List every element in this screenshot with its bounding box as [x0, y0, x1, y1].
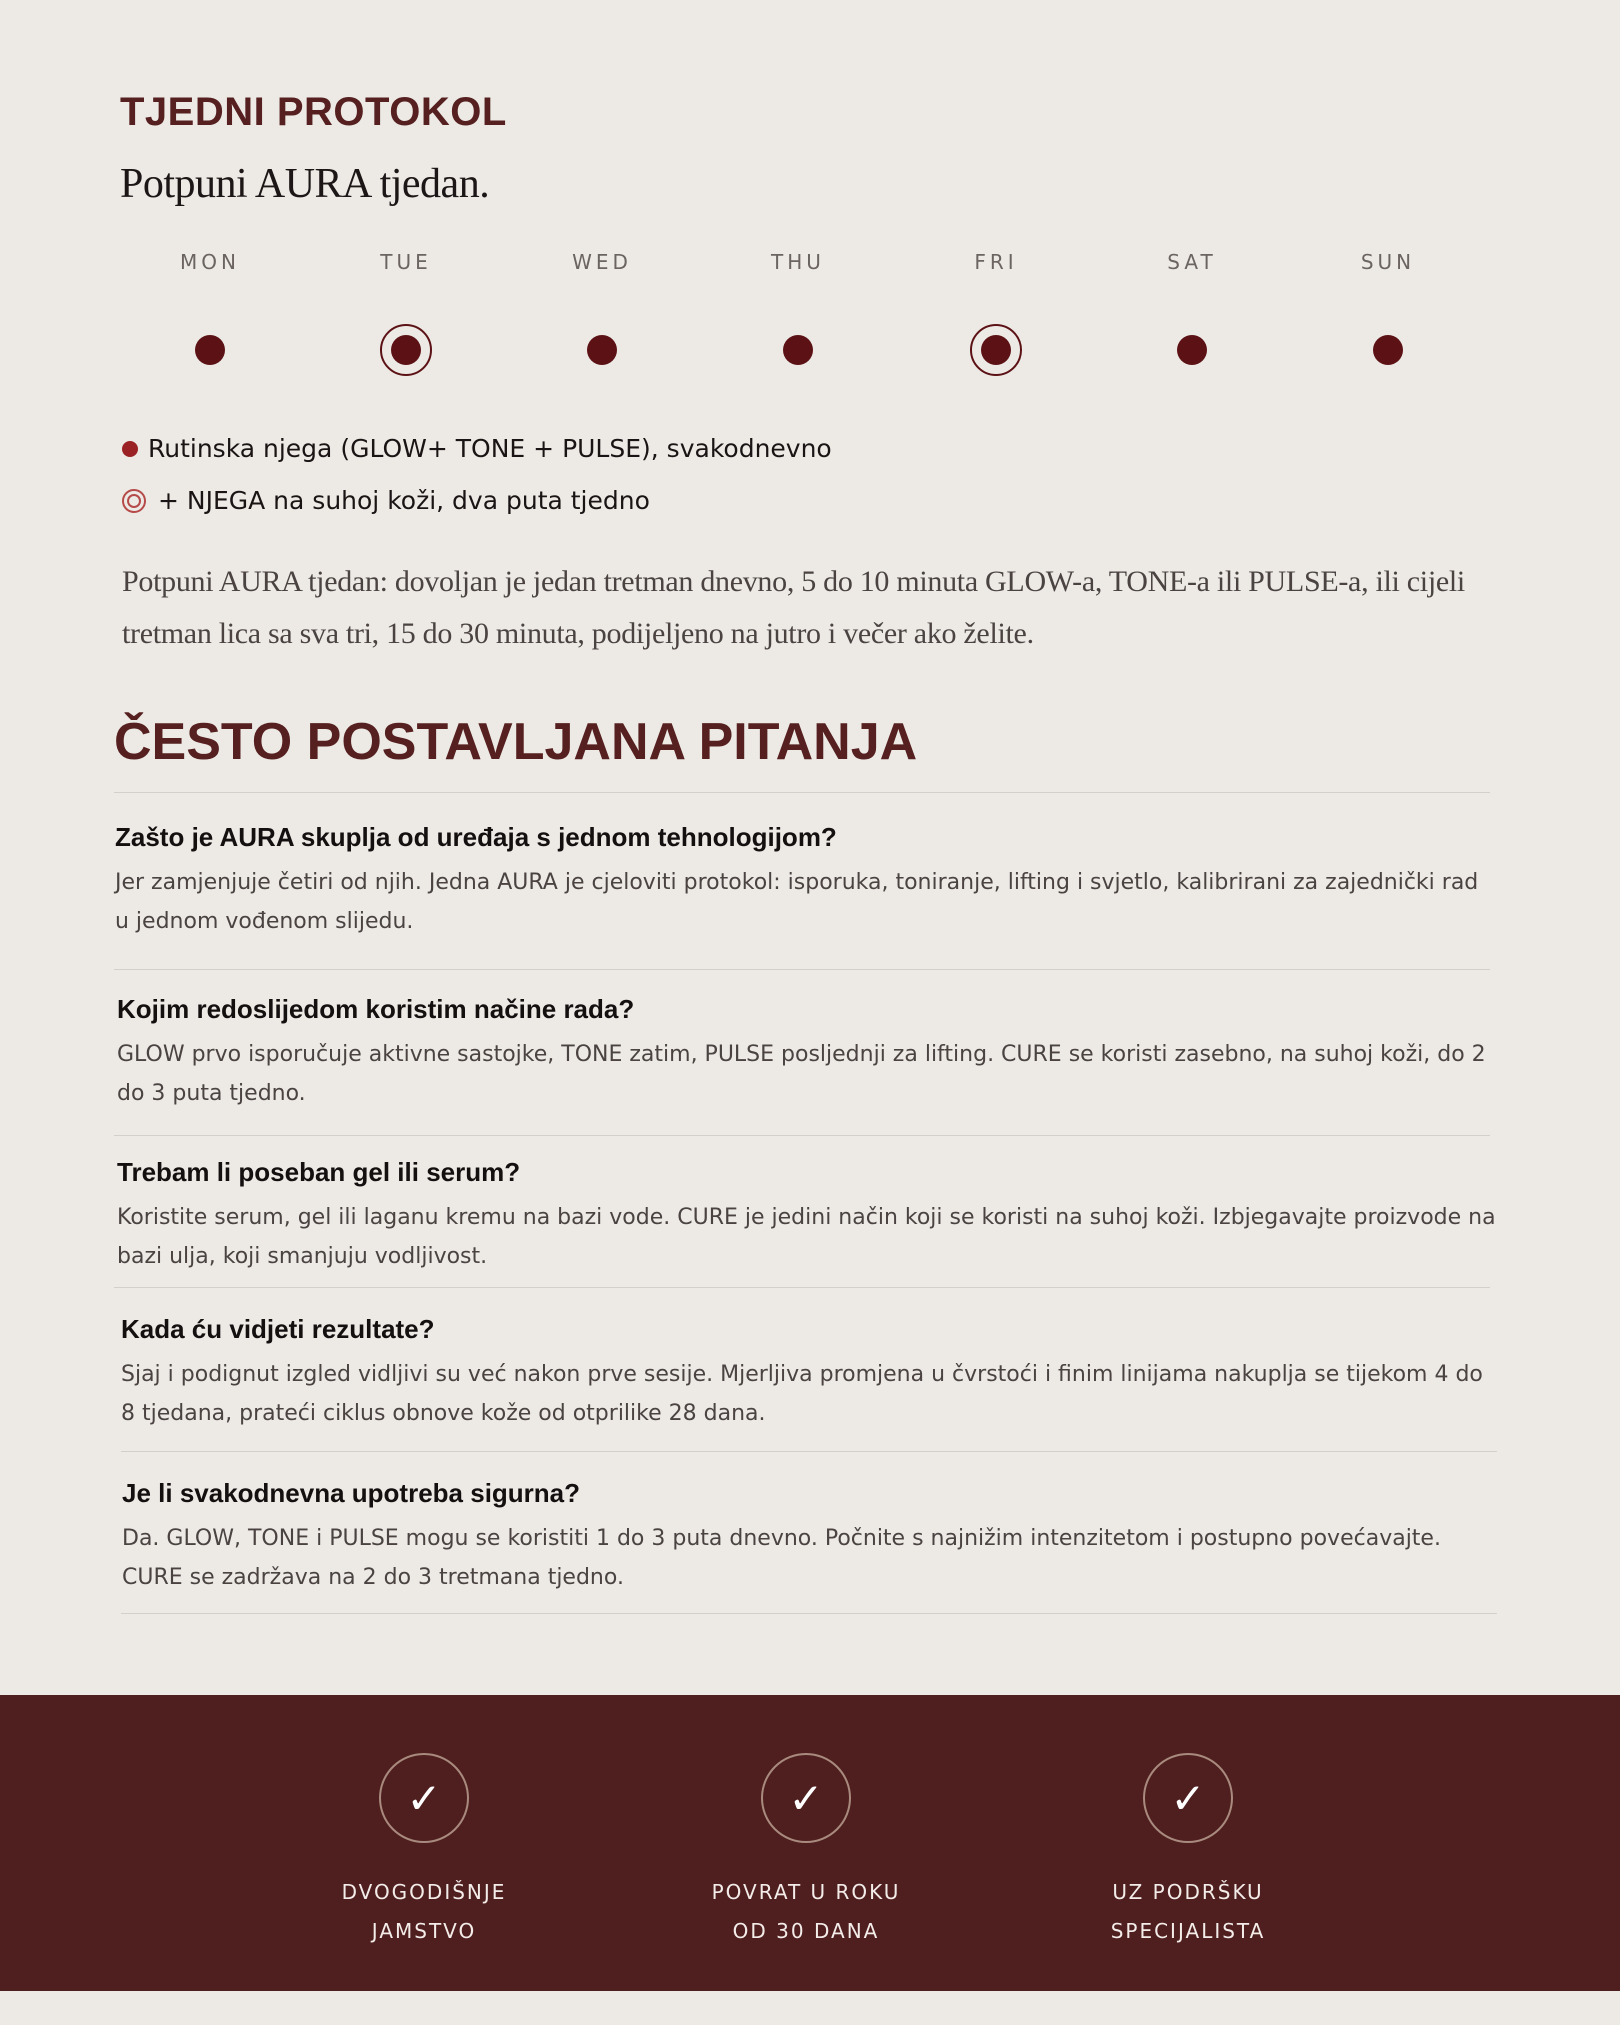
day-sat: [1094, 250, 1290, 274]
day-sun: [1290, 250, 1486, 274]
guarantee-line: POVRAT U ROKU: [711, 1880, 901, 1904]
daily-dot-icon: [1373, 335, 1403, 365]
faq-question[interactable]: Je li svakodnevna upotreba sigurna?: [122, 1478, 581, 1508]
day-label: TUE: [380, 250, 432, 274]
faq-question[interactable]: Kada ću vidjeti rezultate?: [121, 1314, 435, 1344]
day-label: MON: [180, 250, 240, 274]
daily-dot-icon: [1177, 335, 1207, 365]
legend-dry-skin: [122, 486, 650, 515]
protocol-description: Potpuni AURA tjedan: dovoljan je jedan tretman dnevno, 5 do 10 minuta GLOW-a, TONE-a ili PULSE-a, ili cijeli tretman lica sa sva tri, 15 do 30 minuta, podijeljeno na jutro i večer ako želite.: [122, 565, 1465, 650]
faq-question[interactable]: Zašto je AURA skuplja od uređaja s jednom tehnologijom?: [115, 822, 837, 852]
day-fri: [898, 250, 1094, 274]
legend-dot-icon: [122, 441, 138, 457]
legend-dry-text: + NJEGA na suhoj koži, dva puta tjedno: [158, 486, 650, 515]
faq-answer: Jer zamjenjuje četiri od njih. Jedna AURA je cjeloviti protokol: isporuka, toniranje, lifting i svjetlo, kalibrirani za zajednički rad u jednom vođenom slijedu.: [115, 870, 1479, 934]
day-mon: [112, 250, 308, 274]
day-thu: [700, 250, 896, 274]
week-schedule: [112, 250, 1416, 400]
guarantee-band: [0, 1695, 1620, 1991]
faq-answer: Da. GLOW, TONE i PULSE mogu se koristiti 1 do 3 puta dnevno. Počnite s najnižim intenzitetom i postupno povećavajte. CURE se zadržava na 2 do 3 tretmana tjedno.: [122, 1526, 1441, 1590]
faq-item[interactable]: [117, 1157, 1497, 1276]
guarantee-line: SPECIJALISTA: [1110, 1919, 1266, 1943]
check-icon: ✓: [761, 1753, 851, 1843]
divider: [114, 969, 1490, 970]
day-label: THU: [771, 250, 825, 274]
faq-answer: GLOW prvo isporučuje aktivne sastojke, TONE zatim, PULSE posljednji za lifting. CURE se koristi zasebno, na suhoj koži, do 2 do 3 puta tjedno.: [117, 1042, 1486, 1106]
faq-item[interactable]: [115, 822, 1495, 941]
day-label: SUN: [1360, 250, 1416, 274]
faq-item[interactable]: [122, 1478, 1502, 1597]
day-label: FRI: [974, 250, 1018, 274]
faq-answer: Sjaj i podignut izgled vidljivi su već nakon prve sesije. Mjerljiva promjena u čvrstoći i finim linijama nakuplja se tijekom 4 do 8 tjedana, prateći ciklus obnove kože od otprilike 28 dana.: [121, 1362, 1483, 1426]
divider: [121, 1451, 1497, 1452]
day-label: WED: [572, 250, 632, 274]
daily-dot-icon: [195, 335, 225, 365]
faq-question[interactable]: Kojim redoslijedom koristim načine rada?: [117, 994, 635, 1024]
faq-title: ČESTO POSTAVLJANA PITANJA: [114, 713, 918, 771]
daily-dot-icon: [783, 335, 813, 365]
check-icon: ✓: [379, 1753, 469, 1843]
daily-dot-icon: [587, 335, 617, 365]
faq-question[interactable]: Trebam li poseban gel ili serum?: [117, 1157, 521, 1187]
check-icon: ✓: [1143, 1753, 1233, 1843]
section-eyebrow: TJEDNI PROTOKOL: [120, 90, 507, 134]
faq-item[interactable]: [117, 994, 1497, 1113]
guarantee-line: DVOGODIŠNJE: [341, 1880, 507, 1904]
faq-answer: Koristite serum, gel ili laganu kremu na bazi vode. CURE je jedini način koji se koristi na suhoj koži. Izbjegavajte proizvode na bazi ulja, koji smanjuju vodljivost.: [117, 1205, 1496, 1269]
divider: [121, 1613, 1497, 1614]
day-label: SAT: [1167, 250, 1217, 274]
day-tue: [308, 250, 504, 274]
legend-daily: [122, 434, 832, 463]
day-wed: [504, 250, 700, 274]
divider: [114, 1287, 1490, 1288]
guarantee-line: JAMSTVO: [371, 1919, 477, 1943]
guarantee-line: UZ PODRŠKU: [1112, 1880, 1264, 1904]
section-subtitle: Potpuni AURA tjedan.: [120, 161, 490, 207]
dry-care-ring-icon: [380, 324, 432, 376]
dry-care-ring-icon: [970, 324, 1022, 376]
legend-daily-text: Rutinska njega (GLOW+ TONE + PULSE), svakodnevno: [148, 434, 832, 463]
faq-item[interactable]: [121, 1314, 1501, 1433]
divider: [114, 1135, 1490, 1136]
legend-ring-icon: [122, 489, 146, 513]
divider: [114, 792, 1490, 793]
guarantee-line: OD 30 DANA: [732, 1919, 880, 1943]
